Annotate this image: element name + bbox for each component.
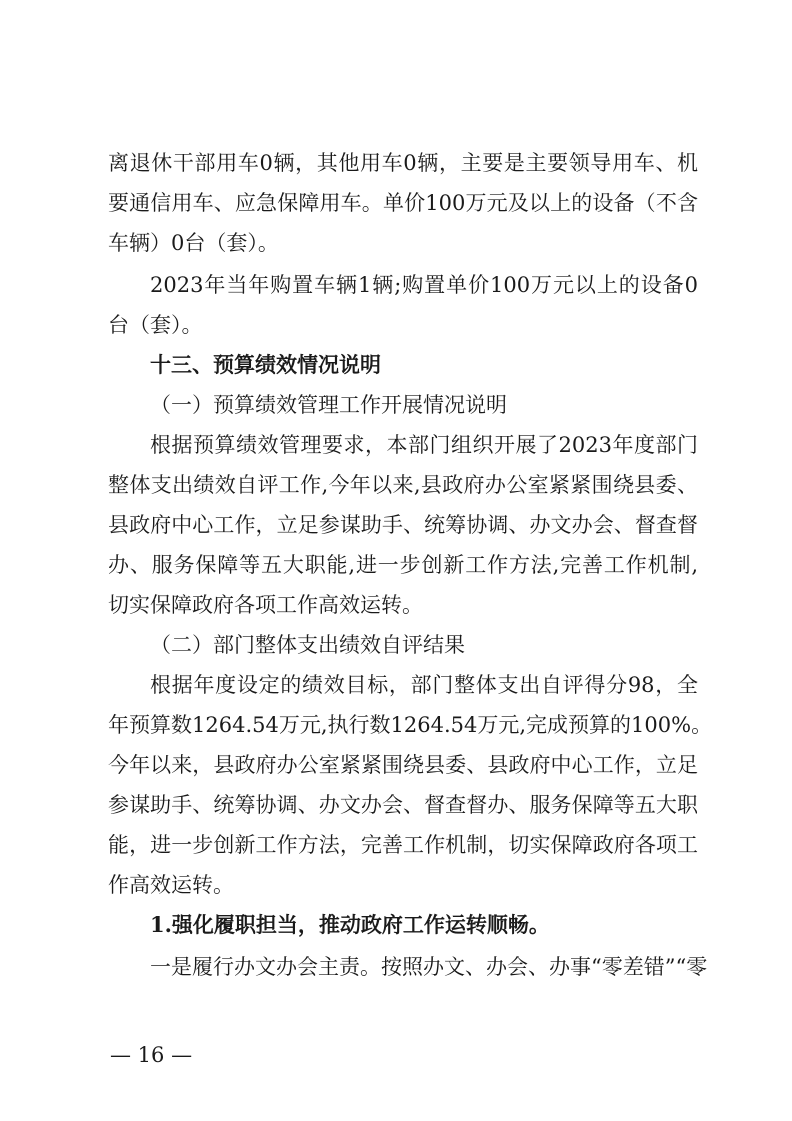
paragraph-line: 离退休干部用车0辆，其他用车0辆，主要是主要领导用车、机 — [108, 151, 698, 175]
paragraph-line: 今年以来，县政府办公室紧紧围绕县委、县政府中心工作，立足 — [108, 753, 698, 777]
paragraph-line: 一是履行办文办会主责。按照办文、办会、办事“零差错”“零 — [150, 955, 708, 979]
paragraph-line: 根据预算绩效管理要求，本部门组织开展了2023年度部门 — [150, 433, 698, 457]
subsection-heading: （二）部门整体支出绩效自评结果 — [150, 633, 465, 657]
paragraph-line: 切实保障政府各项工作高效运转。 — [108, 593, 423, 617]
paragraph-line: 年预算数1264.54万元,执行数1264.54万元,完成预算的100%。 — [108, 713, 713, 737]
paragraph-line: 办、服务保障等五大职能,进一步创新工作方法,完善工作机制, — [108, 553, 698, 577]
paragraph-line: 县政府中心工作，立足参谋助手、统筹协调、办文办会、督查督 — [108, 513, 698, 537]
paragraph-line: 作高效运转。 — [108, 873, 234, 897]
item-heading: 1.强化履职担当，推动政府工作运转顺畅。 — [150, 912, 550, 937]
paragraph-line: 2023年当年购置车辆1辆;购置单价100万元以上的设备0 — [150, 273, 698, 297]
paragraph-line: 能，进一步创新工作方法，完善工作机制，切实保障政府各项工 — [108, 833, 698, 857]
page-number: — 16 — — [110, 1043, 193, 1067]
paragraph-line: 根据年度设定的绩效目标，部门整体支出自评得分98，全 — [150, 673, 698, 697]
subsection-heading: （一）预算绩效管理工作开展情况说明 — [150, 393, 507, 417]
paragraph-line: 台（套）。 — [108, 313, 203, 337]
paragraph-line: 车辆）0台（套）。 — [108, 231, 279, 255]
paragraph-line: 要通信用车、应急保障用车。单价100万元及以上的设备（不含 — [108, 191, 698, 215]
section-heading: 十三、预算绩效情况说明 — [150, 353, 381, 377]
paragraph-line: 整体支出绩效自评工作,今年以来,县政府办公室紧紧围绕县委、 — [108, 473, 698, 497]
paragraph-line: 参谋助手、统筹协调、办文办会、督查督办、服务保障等五大职 — [108, 793, 698, 817]
